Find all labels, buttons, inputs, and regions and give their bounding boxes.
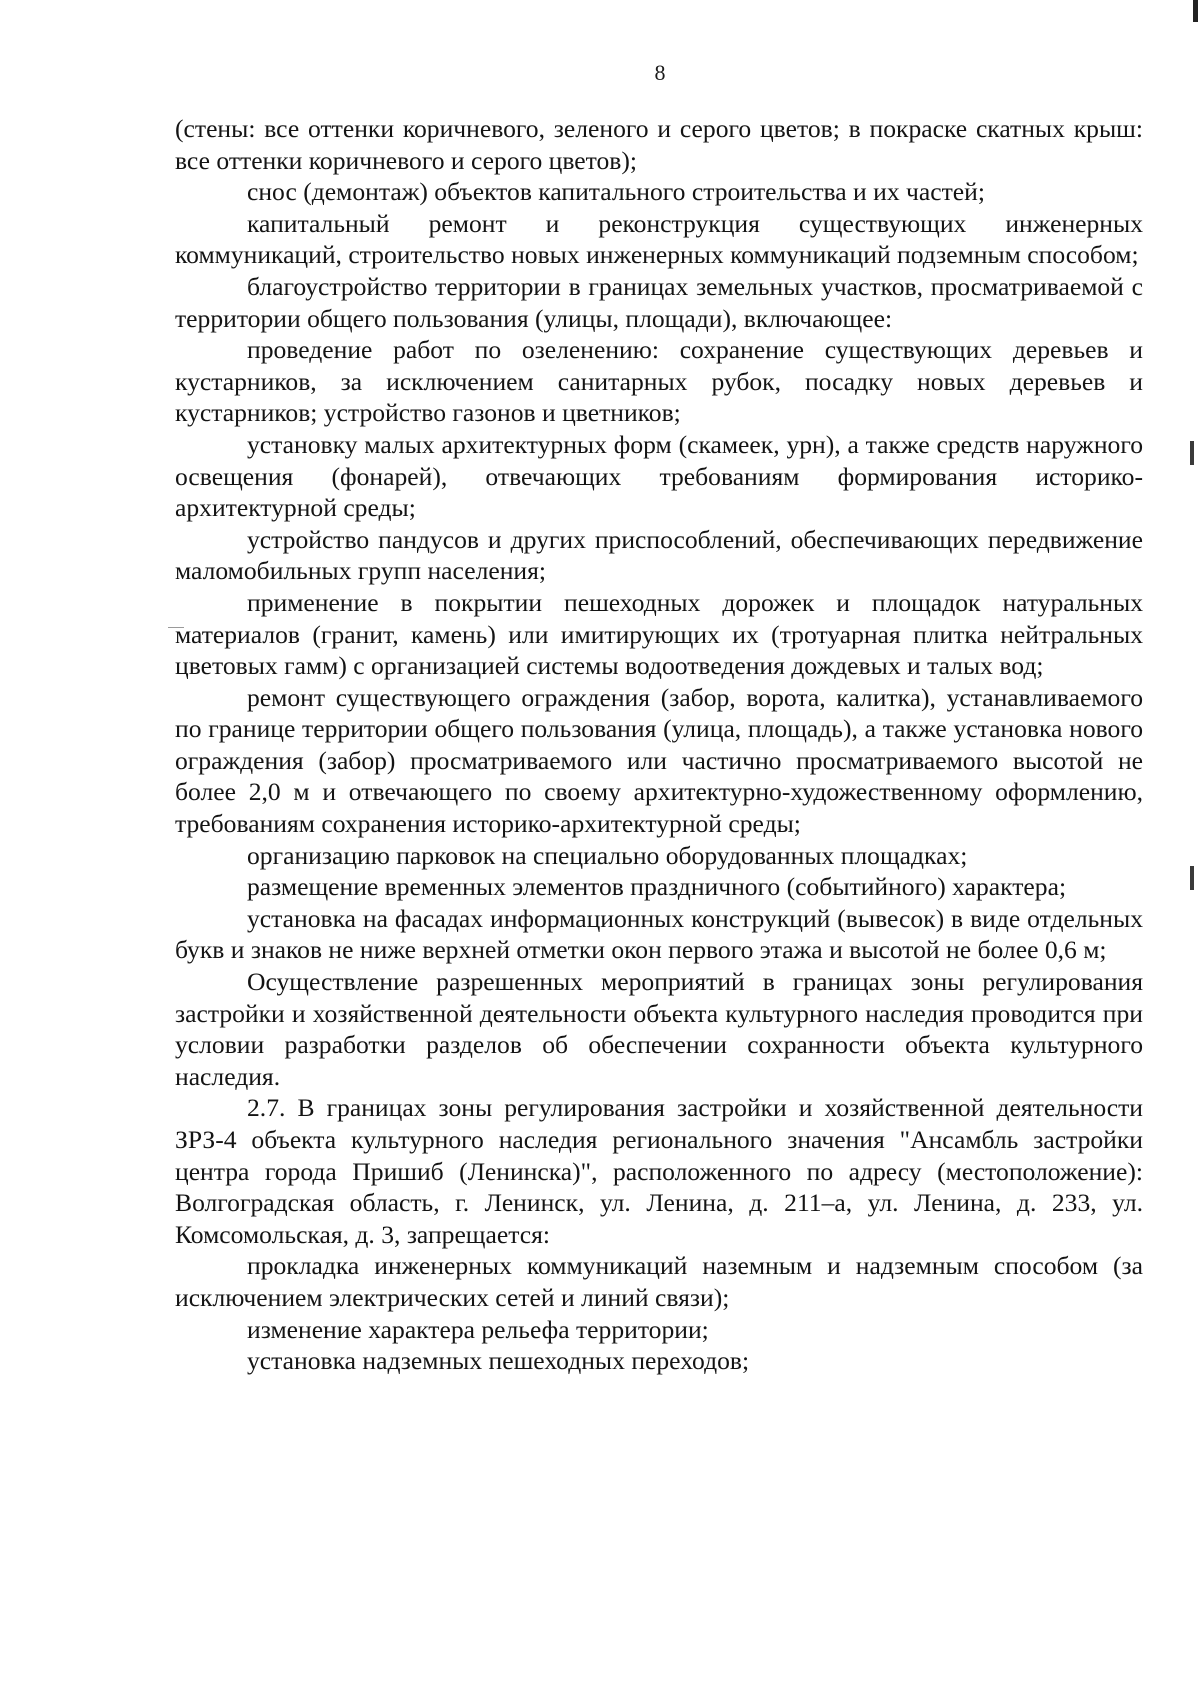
paragraph: установку малых архитектурных форм (скамеек, урн), а также средств наружного освещения (фонарей), отвечающих требованиям формирования историко-архитектурной среды;	[175, 429, 1143, 523]
paragraph: установка на фасадах информационных конструкций (вывесок) в виде отдельных букв и знаков не ниже верхней отметки окон первого этажа и высотой не более 0,6 м;	[175, 903, 1143, 965]
paragraph: капитальный ремонт и реконструкция существующих инженерных коммуникаций, строительство новых инженерных коммуникаций подземным способом;	[175, 208, 1143, 270]
paragraph: устройство пандусов и других приспособлений, обеспечивающих передвижение маломобильных групп населения;	[175, 524, 1143, 586]
paragraph: (стены: все оттенки коричневого, зеленого и серого цветов; в покраске скатных крыш: все оттенки коричневого и серого цветов);	[175, 114, 1143, 175]
paragraph: организацию парковок на специально оборудованных площадках;	[247, 840, 968, 870]
paragraph: прокладка инженерных коммуникаций наземным и надземным способом (за исключением электрических сетей и линий связи);	[175, 1251, 1143, 1312]
paragraph: установка надземных пешеходных переходов;	[247, 1346, 750, 1376]
scan-edge-mark	[1193, 0, 1198, 22]
scan-edge-tick	[1190, 441, 1194, 465]
paragraph: проведение работ по озеленению: сохранение существующих деревьев и кустарников, за исключением санитарных рубок, посадку новых деревьев и кустарников; устройство газонов и цветников;	[175, 335, 1143, 428]
paragraph: ремонт существующего ограждения (забор, ворота, калитка), устанавливаемого по границе территории общего пользования (улица, площадь), а также установка нового ограждения (забор) просматриваемого или частично просматриваемого высотой не более 2,0 м и отвечающего по своему архитектурно-художественному оформлению, требованиям сохранения историко-архитектурной среды;	[175, 682, 1143, 839]
page-number: 8	[654, 60, 666, 85]
paragraph: изменение характера рельефа территории;	[247, 1314, 709, 1344]
paragraph: снос (демонтаж) объектов капитального строительства и их частей;	[247, 177, 985, 207]
paragraph: Осуществление разрешенных мероприятий в границах зоны регулирования застройки и хозяйственной деятельности объекта культурного наследия проводится при условии разработки разделов об обеспечении сохранности объекта культурного наследия.	[175, 967, 1143, 1091]
paragraph: 2.7. В границах зоны регулирования застройки и хозяйственной деятельности ЗРЗ-4 объекта культурного наследия регионального значения "Ансамбль застройки центра города Пришиб (Ленинска)", расположенного по адресу (местоположение): Волгоградская область, г. Ленинск, ул. Ленина, д. 211–а, ул. Ленина, д. 233, ул. Комсомольская, д. 3, запрещается:	[175, 1093, 1143, 1249]
scan-edge-tick	[1190, 866, 1194, 890]
paragraph: применение в покрытии пешеходных дорожек и площадок натуральных материалов (гранит, камень) или имитирующих их (тротуарная плитка нейтральных цветовых гамм) с организацией системы водоотведения дождевых и талых вод;	[175, 587, 1143, 681]
document-body	[175, 113, 1143, 1377]
paragraph: размещение временных элементов праздничного (событийного) характера;	[247, 872, 1067, 902]
paragraph: благоустройство территории в границах земельных участков, просматриваемой с территории общего пользования (улицы, площади), включающее:	[175, 271, 1143, 333]
